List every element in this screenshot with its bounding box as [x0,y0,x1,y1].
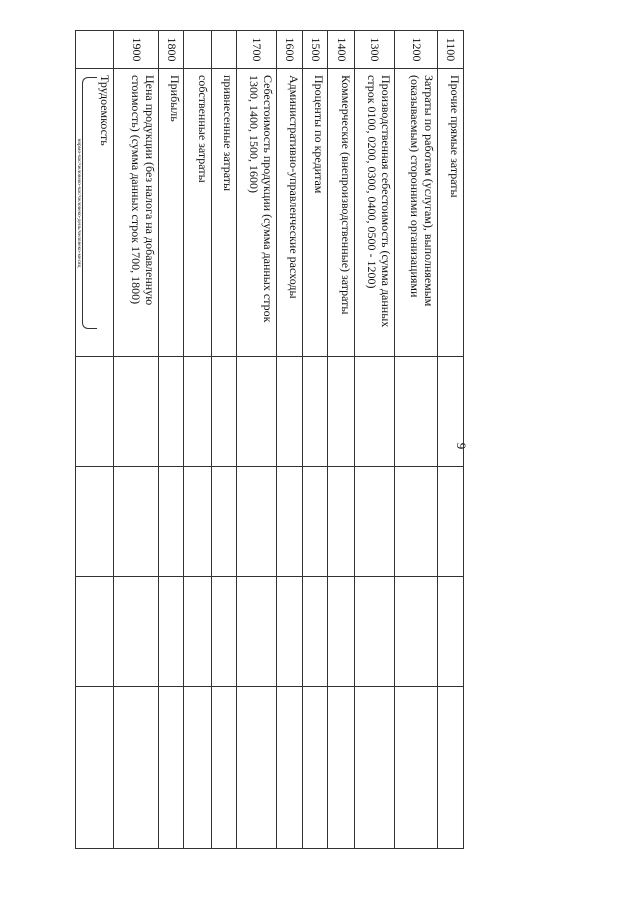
value-cell[interactable] [355,577,395,687]
table-row [395,31,438,849]
value-cell[interactable] [184,467,212,577]
units-brace [76,77,97,329]
value-cell[interactable] [212,577,237,687]
value-cell[interactable] [114,357,159,467]
table-row [303,31,328,849]
value-cell[interactable] [328,357,355,467]
value-cell[interactable] [237,577,277,687]
value-cell[interactable] [237,357,277,467]
row-code [184,31,212,69]
value-cell[interactable] [76,577,114,687]
value-cell[interactable] [237,687,277,849]
row-label: Трудоемкость [98,75,112,146]
row-code: 1800 [159,31,184,69]
row-label: Производственная себестоимость (сумма данных строк 0100, 0200, 0300, 0400, 0500 - 1200) [355,69,395,357]
row-code: 1700 [237,31,277,69]
value-cell[interactable] [114,577,159,687]
row-label: Себестоимость продукции (сумма данных строк 1300, 1400, 1500, 1600) [237,69,277,357]
value-cell[interactable] [212,467,237,577]
row-label: Проценты по кредитам [303,69,328,357]
value-cell[interactable] [355,467,395,577]
value-cell[interactable] [328,687,355,849]
labor-units: нормо-час/человеко-час/человеко-день/человеко-месяц [76,138,83,268]
row-code: 1400 [328,31,355,69]
value-cell[interactable] [159,687,184,849]
row-code: 1900 [114,31,159,69]
table-row [212,31,237,849]
row-label: Затраты по работам (услугам), выполняемым (оказываемым) сторонними организациями [395,69,438,357]
row-label: Прочие прямые затраты [438,69,464,357]
row-label: Цена продукции (без налога на добавленную стоимость) (сумма данных строк 1700, 1800) [114,69,159,357]
row-label: привнесенные затраты [212,69,237,357]
row-label: Административно-управленческие расходы [277,69,303,357]
row-code: 1300 [355,31,395,69]
value-cell[interactable] [237,467,277,577]
value-cell[interactable] [438,357,464,467]
value-cell[interactable] [328,577,355,687]
value-cell[interactable] [395,357,438,467]
value-cell[interactable] [212,357,237,467]
value-cell[interactable] [184,687,212,849]
value-cell[interactable] [303,357,328,467]
value-cell[interactable] [114,687,159,849]
value-cell[interactable] [355,687,395,849]
value-cell[interactable] [303,467,328,577]
table-row [277,31,303,849]
table-row [159,31,184,849]
table-row [184,31,212,849]
value-cell[interactable] [76,357,114,467]
value-cell[interactable] [76,467,114,577]
row-code: 1200 [395,31,438,69]
table-row [237,31,277,849]
value-cell[interactable] [438,577,464,687]
value-cell[interactable] [114,467,159,577]
value-cell[interactable] [355,357,395,467]
value-cell[interactable] [76,687,114,849]
value-cell[interactable] [303,687,328,849]
value-cell[interactable] [395,687,438,849]
value-cell[interactable] [277,687,303,849]
value-cell[interactable] [212,687,237,849]
row-code [76,31,114,69]
value-cell[interactable] [438,687,464,849]
value-cell[interactable] [277,467,303,577]
table-row [76,31,114,849]
row-code: 1500 [303,31,328,69]
row-label: Прибыль [159,69,184,357]
row-code [212,31,237,69]
table-row [114,31,159,849]
table-row [438,31,464,849]
row-label: Коммерческие (внепроизводственные) затраты [328,69,355,357]
value-cell[interactable] [277,357,303,467]
value-cell[interactable] [303,577,328,687]
row-code: 1600 [277,31,303,69]
cost-table-container [76,30,464,848]
table-row [355,31,395,849]
value-cell[interactable] [159,357,184,467]
value-cell[interactable] [184,577,212,687]
value-cell[interactable] [328,467,355,577]
value-cell[interactable] [395,577,438,687]
value-cell[interactable] [184,357,212,467]
value-cell[interactable] [395,467,438,577]
table-row [328,31,355,849]
labor-cell [76,69,114,357]
page-number: 9 [454,442,469,450]
value-cell[interactable] [159,467,184,577]
cost-table [75,30,464,849]
value-cell[interactable] [438,467,464,577]
row-label: собственные затраты [184,69,212,357]
row-code: 1100 [438,31,464,69]
value-cell[interactable] [277,577,303,687]
value-cell[interactable] [159,577,184,687]
